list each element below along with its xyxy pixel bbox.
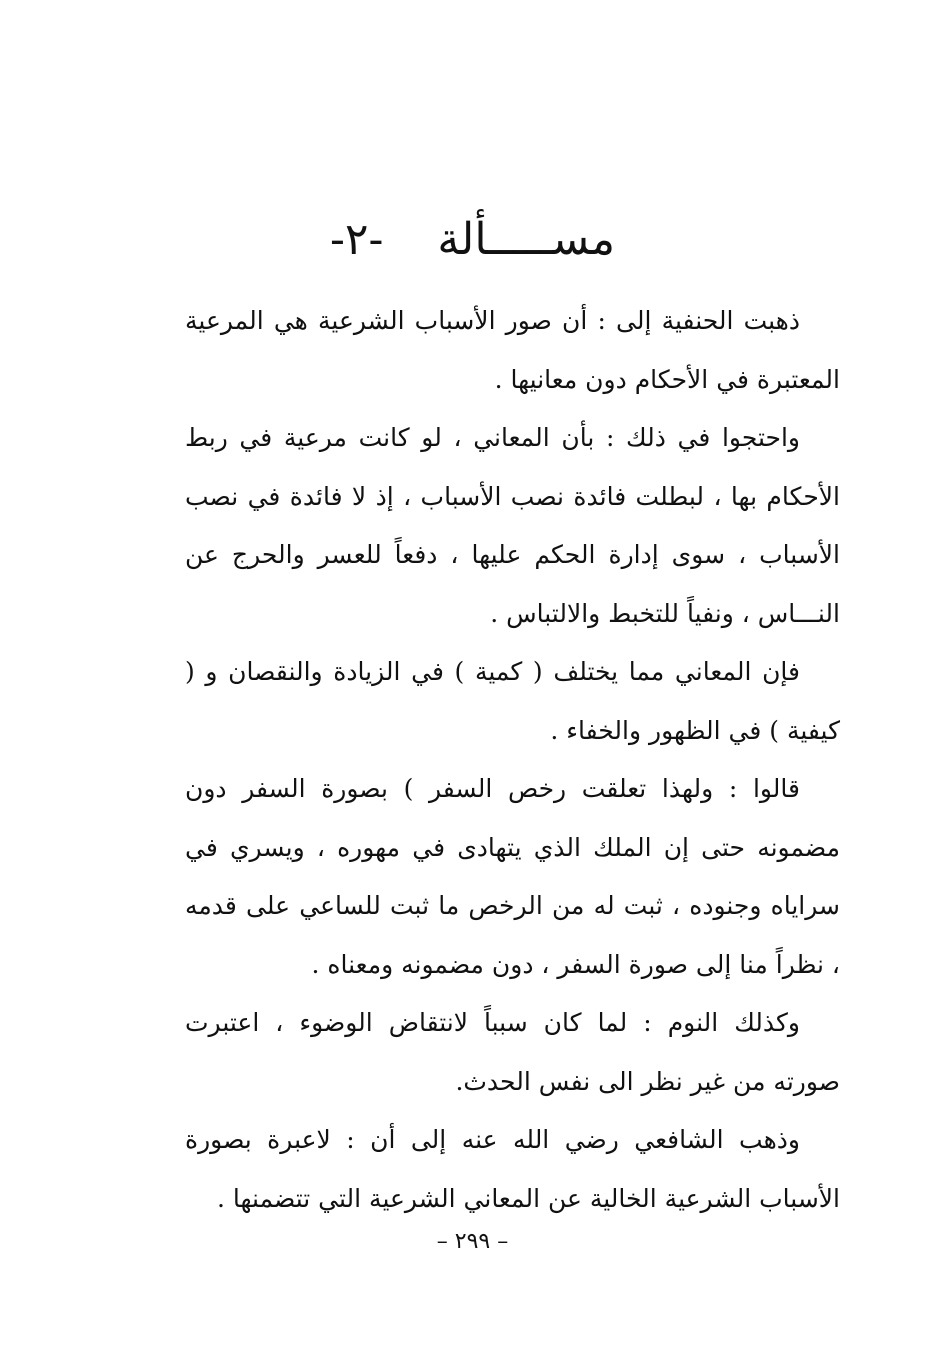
heading-word: مســـــألة xyxy=(437,214,616,265)
paragraph-meanings-vary: فإن المعاني مما يختلف ( كمية ) في الزيادة والنقصان و ( كيفية ) في الظهور والخفاء . xyxy=(185,657,840,745)
paragraph-argument: واحتجوا في ذلك : بأن المعاني ، لو كانت مرعية في ربط الأحكام بها ، لبطلت فائدة نصب الأسباب ، إذ لا فائدة في نصب الأسباب ، سوى إدارة الحكم عليها ، دفعاً للعسر والحرج عن النـــاس ، ونفياً للتخبط والالتباس . xyxy=(185,423,840,628)
paragraph-shafii-view: وذهب الشافعي رضي الله عنه إلى أن : لاعبرة بصورة الأسباب الشرعية الخالية عن المعاني الشرعية التي تتضمنها . xyxy=(185,1125,840,1213)
paragraph-travel-concessions: قالوا : ولهذا تعلقت رخص السفر ) بصورة السفر دون مضمونه حتى إن الملك الذي يتهادى في مهوره ، ويسري في سراياه وجنوده ، ثبت له من الرخص ما ثبت للساعي على قدمه ، نظراً منا إلى صورة السفر ، دون مضمونه ومعناه . xyxy=(185,774,840,979)
body-text xyxy=(185,292,840,1228)
paragraph-hanafi-view: ذهبت الحنفية إلى : أن صور الأسباب الشرعية هي المرعية المعتبرة في الأحكام دون معانيها . xyxy=(185,306,840,394)
section-heading xyxy=(0,205,945,275)
page-number: – ٢٩٩ – xyxy=(436,1229,509,1254)
paragraph-sleep-example: وكذلك النوم : لما كان سبباً لانتقاض الوضوء ، اعتبرت صورته من غير نظر الى نفس الحدث. xyxy=(185,1008,840,1096)
heading-number: -٢- xyxy=(329,214,384,265)
